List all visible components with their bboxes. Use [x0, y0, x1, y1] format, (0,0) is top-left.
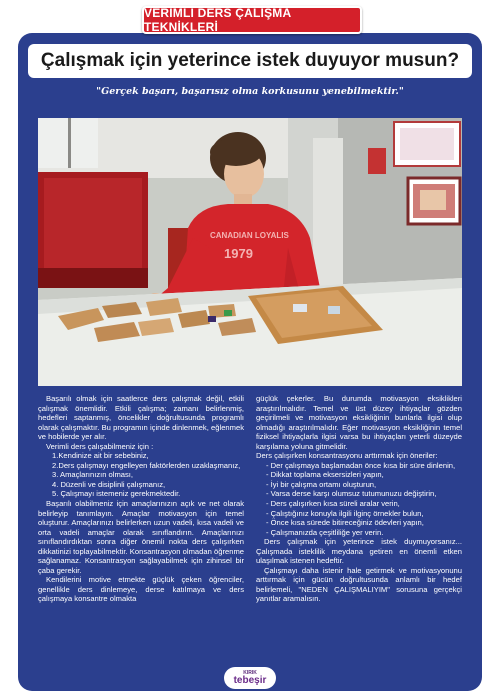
photo-boy-puzzle	[38, 118, 462, 386]
quote: "Gerçek başarı, başarısız olma korkusunu yenebilmektir."	[96, 86, 404, 97]
paragraph: Ders çalışmak için yeterince istek duymuyorsanız... Çalışmada isteklilik meydana getiren en önemli etken ulaşılmak istenen hedeftir.	[256, 537, 462, 566]
paragraph: Başarılı olabilmeniz için amaçlarınızın açık ve net olarak belirleyip tanımlayın. Amaçlar motivasyon için temel oluşturur. Amaçlarınızı belirlerken uzun vadeli, kısa vadeli ve orta vadeli amaçlar olarak sınıflandırın. Amaçlarınızı sınıflandırdıktan sonra diğer önemli nokta ders çalışırken dikkatinizi toplayabilmektir. Konsantrasyon olmadan öğrenme sağlanamaz. Konsantrasyon sağlayabilmek için zihinsel bir çaba gerekir.	[38, 499, 244, 575]
list-item: 4. Düzenli ve disiplinli çalışmanız,	[52, 479, 166, 489]
list-item: 2.Ders çalışmayı engelleyen faktörlerden uzaklaşmanız,	[52, 460, 241, 470]
list-item: - Der çalışmaya başlamadan önce kısa bir süre dinlenin,	[266, 460, 456, 470]
paragraph: Başarılı olmak için saatlerce ders çalışmak değil, etkili çalışmak önemlidir. Etkili çalışma; zamanı belirlenmiş, hedefleri saptanmış, öncelikler doğrultusunda programlı olarak çalışmaktır. Bu programın içinde dinlenmek, eğlenmek ve hobilerde yer alır.	[38, 394, 244, 442]
photo-illustration	[38, 118, 462, 386]
paragraph: Çalışmayı daha istenir hale getirmek ve motivasyonunu arttırmak için gücün doğrultusunda anlamlı bir hedef belirlemeli, "NEDEN ÇALIŞMALIYIM" sorusuna gerçekçi yanıtlar aramalısın.	[256, 565, 462, 604]
shirt-print-1: CANADIAN LOYALIS	[210, 231, 289, 240]
page-title: Çalışmak için yeterince istek duyuyor musun?	[40, 50, 460, 71]
section-ribbon	[142, 6, 362, 34]
article-body	[38, 394, 462, 662]
paragraph: Verimli ders çalışabilmeniz için :	[46, 441, 154, 451]
list-item: 1.Kendinize ait bir sebebiniz,	[52, 451, 149, 461]
list-item: 3. Amaçlarınızın olması,	[52, 470, 134, 480]
title-box	[28, 44, 472, 78]
list-item: - Önce kısa sürede bitireceğiniz ödevleri yapın,	[266, 518, 424, 528]
shirt-print-2: 1979	[224, 246, 253, 261]
logo-small-text: KIRIK	[243, 670, 257, 676]
list-item: - Varsa derse karşı olumsuz tutumunuzu değiştirin,	[266, 489, 437, 499]
article-column-left	[38, 394, 244, 604]
list-item: - Ders çalışırken kısa süreli aralar verin,	[266, 499, 400, 509]
paragraph: güçlük çekerler. Bu durumda motivasyon eksiklikleri araştırılmalıdır. Temel ve üst düzey ihtiyaçlar gözden geçirilmeli ve motivasyon eksikliğinin bunlarla ilgisi olup olmadığı araştırılmalıdır. Eğer motivasyon eksikliğinin temel fiziksel ihtiyaçlarla ilgisi varsa bu ihtiyaçları yeterli düzeyde karşılama yoluna gitmelidir.	[256, 394, 462, 451]
paragraph: Ders çalışırken konsantrasyonu arttırmak için öneriler:	[256, 451, 438, 461]
ribbon-label: VERİMLİ DERS ÇALIŞMA TEKNİKLERİ	[144, 6, 291, 34]
article-column-right	[256, 394, 462, 604]
list-item: - Çalışmanızda çeşitliliğe yer verin.	[266, 527, 384, 537]
list-item: 5. Çalışmayı istemeniz gerekmektedir.	[52, 489, 181, 499]
publisher-logo	[224, 667, 276, 689]
paragraph: Kendilerini motive etmekte güçlük çeken öğrenciler, genellikle ders dinlemeye, derse katılmaya ve ders çalışmaya konsantre olmakta	[38, 575, 244, 604]
list-item: - Çalıştığınız konuyla ilgili ilginç örnekler bulun,	[266, 508, 424, 518]
logo-text: tebeşir	[233, 675, 267, 686]
list-item: - İyi bir çalışma ortamı oluşturun,	[266, 479, 377, 489]
list-item: - Dikkat toplama eksersizleri yapın,	[266, 470, 384, 480]
